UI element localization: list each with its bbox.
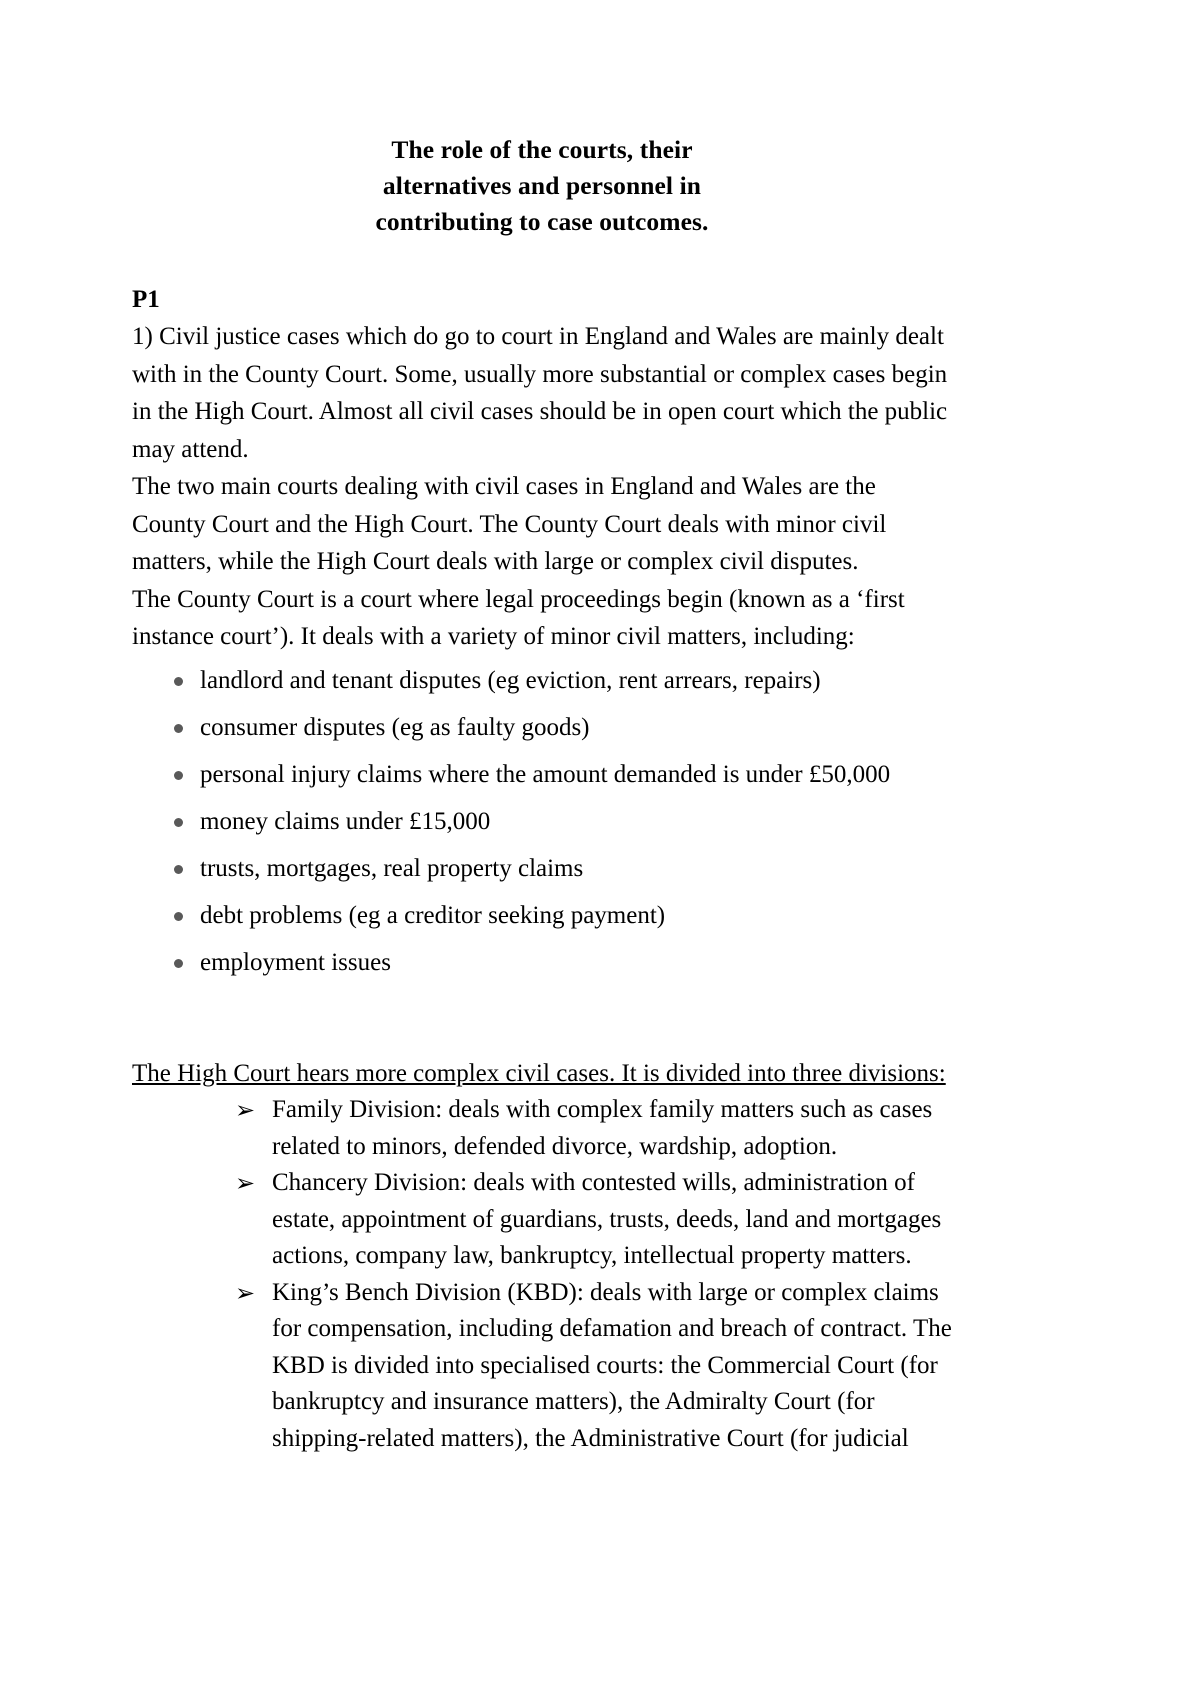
arrow-bullet-icon: ➢ xyxy=(235,1169,256,1197)
list-item xyxy=(132,1092,952,1165)
dot-bullet-icon xyxy=(174,959,183,968)
list-item-label: debt problems (eg a creditor seeking payment) xyxy=(200,901,666,929)
dot-bullet-icon xyxy=(174,677,183,686)
dot-bullet-icon xyxy=(174,724,183,733)
list-item-label: trusts, mortgages, real property claims xyxy=(200,854,584,882)
county-court-matters-list xyxy=(132,664,952,979)
list-item-label: King’s Bench Division (KBD): deals with large or complex claims for compensation, including defamation and breach of contract. The KBD is divided into specialised courts: the Commercial Court (for bankruptcy and insurance matters), the Admiralty Court (for shipping-related matters), the Administrative Court (for judicial xyxy=(272,1278,952,1452)
list-item-label: money claims under £15,000 xyxy=(200,807,491,835)
list-item xyxy=(132,1165,952,1275)
paragraph-1: 1) Civil justice cases which do go to court in England and Wales are mainly dealt with in the County Court. Some, usually more substantial or complex cases begin in the High Court. Almost all civil cases should be in open court which the public may attend. xyxy=(132,323,948,463)
page-title xyxy=(132,0,952,240)
list-item xyxy=(132,711,952,744)
dot-bullet-icon xyxy=(174,912,183,921)
list-item xyxy=(132,805,952,838)
list-item-label: landlord and tenant disputes (eg eviction, rent arrears, repairs) xyxy=(200,666,821,694)
arrow-bullet-icon: ➢ xyxy=(235,1096,256,1124)
dot-bullet-icon xyxy=(174,771,183,780)
paragraph-3: The County Court is a court where legal proceedings begin (known as a ‘first instance court’). It deals with a variety of minor civil matters, including: xyxy=(132,585,905,650)
list-item-label: Chancery Division: deals with contested wills, administration of estate, appointment of guardians, trusts, deeds, land and mortgages actions, company law, bankruptcy, intellectual property matters. xyxy=(272,1169,942,1269)
list-item xyxy=(132,758,952,791)
list-item xyxy=(132,852,952,885)
list-item-label: consumer disputes (eg as faulty goods) xyxy=(200,713,590,741)
high-court-heading: The High Court hears more complex civil cases. It is divided into three divisions: xyxy=(132,1059,946,1087)
high-court-heading-block xyxy=(132,1055,952,1093)
arrow-bullet-icon: ➢ xyxy=(235,1278,256,1307)
page-title-line-1: The role of the courts, their xyxy=(391,135,693,164)
dot-bullet-icon xyxy=(174,865,183,874)
paragraph-2: The two main courts dealing with civil cases in England and Wales are the County Court and the High Court. The County Court deals with minor civil matters, while the High Court deals with large or complex civil disputes. xyxy=(132,473,887,575)
list-item-label: employment issues xyxy=(200,948,391,976)
document-body xyxy=(132,0,952,1457)
list-item xyxy=(132,946,952,979)
section-label-p1: P1 xyxy=(132,286,160,313)
list-item xyxy=(132,899,952,932)
page-title-line-3: contributing to case outcomes. xyxy=(375,207,709,236)
high-court-divisions-list xyxy=(132,1092,952,1457)
dot-bullet-icon xyxy=(174,818,183,827)
list-item-label: Family Division: deals with complex family matters such as cases related to minors, defended divorce, wardship, adoption. xyxy=(272,1096,933,1160)
page-title-line-2: alternatives and personnel in xyxy=(382,171,702,200)
list-item xyxy=(132,664,952,697)
list-item-label: personal injury claims where the amount demanded is under £50,000 xyxy=(200,760,891,788)
list-item xyxy=(132,1275,952,1458)
